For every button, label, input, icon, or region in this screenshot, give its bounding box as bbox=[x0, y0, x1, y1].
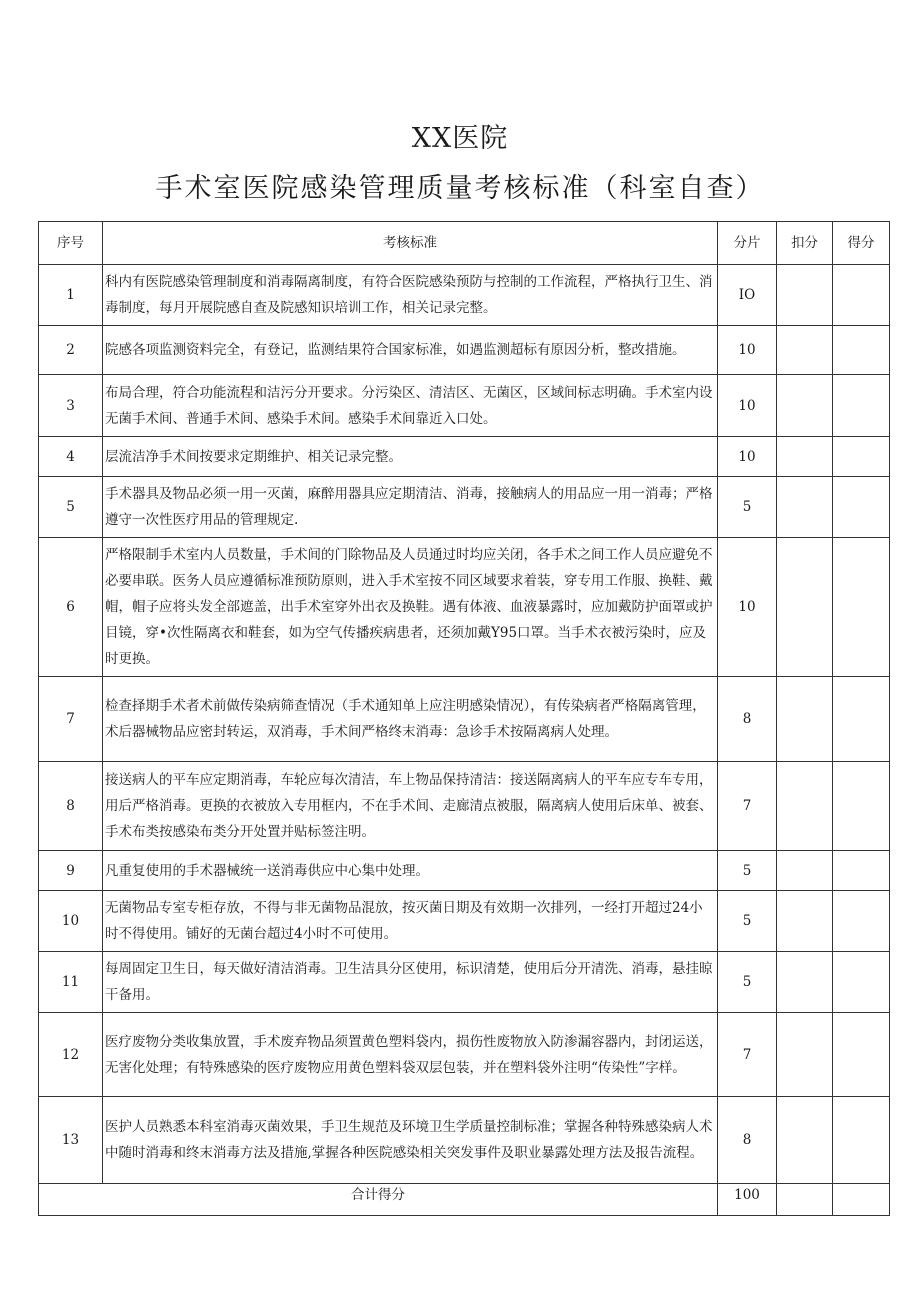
row-standard: 层流洁净手术间按要求定期维护、相关记录完整。 bbox=[103, 437, 718, 477]
row-score-cell[interactable] bbox=[833, 326, 890, 375]
table-row bbox=[39, 265, 890, 326]
row-standard: 院感各项监测资料完全，有登记，监测结果符合国家标准，如遇监测超标有原因分析，整改措施。 bbox=[103, 326, 718, 375]
row-deduct-cell[interactable] bbox=[777, 265, 833, 326]
row-points: 5 bbox=[718, 851, 777, 891]
col-header-standard: 考核标准 bbox=[103, 222, 718, 265]
total-points: 100 bbox=[718, 1184, 777, 1216]
row-deduct-cell[interactable] bbox=[777, 851, 833, 891]
table-row bbox=[39, 851, 890, 891]
table-row bbox=[39, 437, 890, 477]
row-points: 7 bbox=[718, 1013, 777, 1097]
row-score-cell[interactable] bbox=[833, 952, 890, 1013]
col-header-score: 得分 bbox=[833, 222, 890, 265]
row-deduct-cell[interactable] bbox=[777, 538, 833, 677]
row-deduct-cell[interactable] bbox=[777, 677, 833, 762]
table-row bbox=[39, 1013, 890, 1097]
row-deduct-cell[interactable] bbox=[777, 762, 833, 851]
row-standard: 无菌物品专室专柜存放，不得与非无菌物品混放，按灭菌日期及有效期一次排列，一经打开超过24小时不得使用。铺好的无菌台超过4小时不可使用。 bbox=[103, 891, 718, 952]
row-score-cell[interactable] bbox=[833, 375, 890, 437]
row-score-cell[interactable] bbox=[833, 477, 890, 538]
row-deduct-cell[interactable] bbox=[777, 952, 833, 1013]
row-deduct-cell[interactable] bbox=[777, 437, 833, 477]
table-header-row bbox=[39, 222, 890, 265]
row-points: 5 bbox=[718, 891, 777, 952]
table-row bbox=[39, 952, 890, 1013]
table-row bbox=[39, 891, 890, 952]
row-score-cell[interactable] bbox=[833, 851, 890, 891]
row-standard: 每周固定卫生日，每天做好清洁消毒。卫生洁具分区使用，标识清楚，使用后分开清洗、消毒，悬挂晾干备用。 bbox=[103, 952, 718, 1013]
col-header-points: 分片 bbox=[718, 222, 777, 265]
row-points: 5 bbox=[718, 952, 777, 1013]
table-row bbox=[39, 1097, 890, 1184]
row-deduct-cell[interactable] bbox=[777, 326, 833, 375]
row-score-cell[interactable] bbox=[833, 538, 890, 677]
total-deduct-cell[interactable] bbox=[777, 1184, 833, 1216]
row-num: 10 bbox=[39, 891, 103, 952]
row-num: 11 bbox=[39, 952, 103, 1013]
total-row bbox=[39, 1184, 890, 1216]
row-num: 8 bbox=[39, 762, 103, 851]
assessment-table bbox=[38, 221, 890, 1216]
row-score-cell[interactable] bbox=[833, 437, 890, 477]
row-standard: 凡重复使用的手术器械统一送消毒供应中心集中处理。 bbox=[103, 851, 718, 891]
row-points: 8 bbox=[718, 1097, 777, 1184]
row-deduct-cell[interactable] bbox=[777, 1013, 833, 1097]
row-standard: 接送病人的平车应定期消毒，车轮应每次清洁，车上物品保持清洁：接送隔离病人的平车应专车专用，用后严格消毒。更换的衣被放入专用框内，不在手术间、走廊清点被服，隔离病人使用后床单、被套、手术布类按感染布类分开处置并贴标签注明。 bbox=[103, 762, 718, 851]
row-points: 10 bbox=[718, 326, 777, 375]
row-num: 9 bbox=[39, 851, 103, 891]
row-standard: 医疗废物分类收集放置，手术废弃物品须置黄色塑料袋内，损伤性废物放入防渗漏容器内，封闭运送，无害化处理；有特殊感染的医疗废物应用黄色塑料袋双层包装，并在塑料袋外注明“传染性”字样。 bbox=[103, 1013, 718, 1097]
row-score-cell[interactable] bbox=[833, 677, 890, 762]
row-standard: 科内有医院感染管理制度和消毒隔离制度，有符合医院感染预防与控制的工作流程，严格执行卫生、消毒制度，每月开展院感自查及院感知识培训工作，相关记录完整。 bbox=[103, 265, 718, 326]
table-row bbox=[39, 538, 890, 677]
row-deduct-cell[interactable] bbox=[777, 891, 833, 952]
row-num: 7 bbox=[39, 677, 103, 762]
row-points: IO bbox=[718, 265, 777, 326]
table-row bbox=[39, 477, 890, 538]
row-score-cell[interactable] bbox=[833, 1097, 890, 1184]
col-header-deduct: 扣分 bbox=[777, 222, 833, 265]
table-row bbox=[39, 762, 890, 851]
row-points: 7 bbox=[718, 762, 777, 851]
row-score-cell[interactable] bbox=[833, 891, 890, 952]
row-num: 5 bbox=[39, 477, 103, 538]
row-points: 10 bbox=[718, 375, 777, 437]
row-standard: 手术器具及物品必须一用一灭菌，麻醉用器具应定期清洁、消毒，接触病人的用品应一用一消毒；严格遵守一次性医疗用品的管理规定. bbox=[103, 477, 718, 538]
row-num: 12 bbox=[39, 1013, 103, 1097]
table-row bbox=[39, 375, 890, 437]
table-row bbox=[39, 326, 890, 375]
total-score-cell[interactable] bbox=[833, 1184, 890, 1216]
col-header-num: 序号 bbox=[39, 222, 103, 265]
hospital-name: XX医院 bbox=[411, 123, 509, 154]
row-num: 6 bbox=[39, 538, 103, 677]
row-num: 1 bbox=[39, 265, 103, 326]
row-score-cell[interactable] bbox=[833, 265, 890, 326]
row-score-cell[interactable] bbox=[833, 762, 890, 851]
table-row bbox=[39, 677, 890, 762]
row-score-cell[interactable] bbox=[833, 1013, 890, 1097]
row-standard: 检查择期手术者术前做传染病筛查情况（手术通知单上应注明感染情况），有传染病者严格隔离管理，术后器械物品应密封转运，双消毒，手术间严格终末消毒：急诊手术按隔离病人处理。 bbox=[103, 677, 718, 762]
row-points: 10 bbox=[718, 437, 777, 477]
row-points: 8 bbox=[718, 677, 777, 762]
document-title: 手术室医院感染管理质量考核标准（科室自查） bbox=[155, 173, 765, 204]
row-deduct-cell[interactable] bbox=[777, 375, 833, 437]
row-num: 13 bbox=[39, 1097, 103, 1184]
row-standard: 布局合理，符合功能流程和洁污分开要求。分污染区、清洁区、无菌区，区域间标志明确。手术室内设无菌手术间、普通手术间、感染手术间。感染手术间靠近入口处。 bbox=[103, 375, 718, 437]
row-num: 4 bbox=[39, 437, 103, 477]
row-points: 5 bbox=[718, 477, 777, 538]
row-deduct-cell[interactable] bbox=[777, 1097, 833, 1184]
row-standard: 医护人员熟悉本科室消毒灭菌效果，手卫生规范及环境卫生学质量控制标准；掌握各种特殊感染病人术中随时消毒和终末消毒方法及措施,掌握各种医院感染相关突发事件及职业暴露处理方法及报告流程。 bbox=[103, 1097, 718, 1184]
row-points: 10 bbox=[718, 538, 777, 677]
total-label: 合计得分 bbox=[39, 1184, 718, 1216]
row-standard: 严格限制手术室内人员数量，手术间的门除物品及人员通过时均应关闭，各手术之间工作人员应避免不必要串联。医务人员应遵循标准预防原则，进入手术室按不同区域要求着装，穿专用工作服、换鞋、戴帽，帽子应将头发全部遮盖，出手术室穿外出衣及换鞋。遇有体液、血液暴露时，应加戴防护面罩或护目镜，穿•次性隔离衣和鞋套，如为空气传播疾病患者，还须加戴Y95口罩。当手术衣被污染时，应及时更换。 bbox=[103, 538, 718, 677]
row-num: 2 bbox=[39, 326, 103, 375]
row-deduct-cell[interactable] bbox=[777, 477, 833, 538]
row-num: 3 bbox=[39, 375, 103, 437]
